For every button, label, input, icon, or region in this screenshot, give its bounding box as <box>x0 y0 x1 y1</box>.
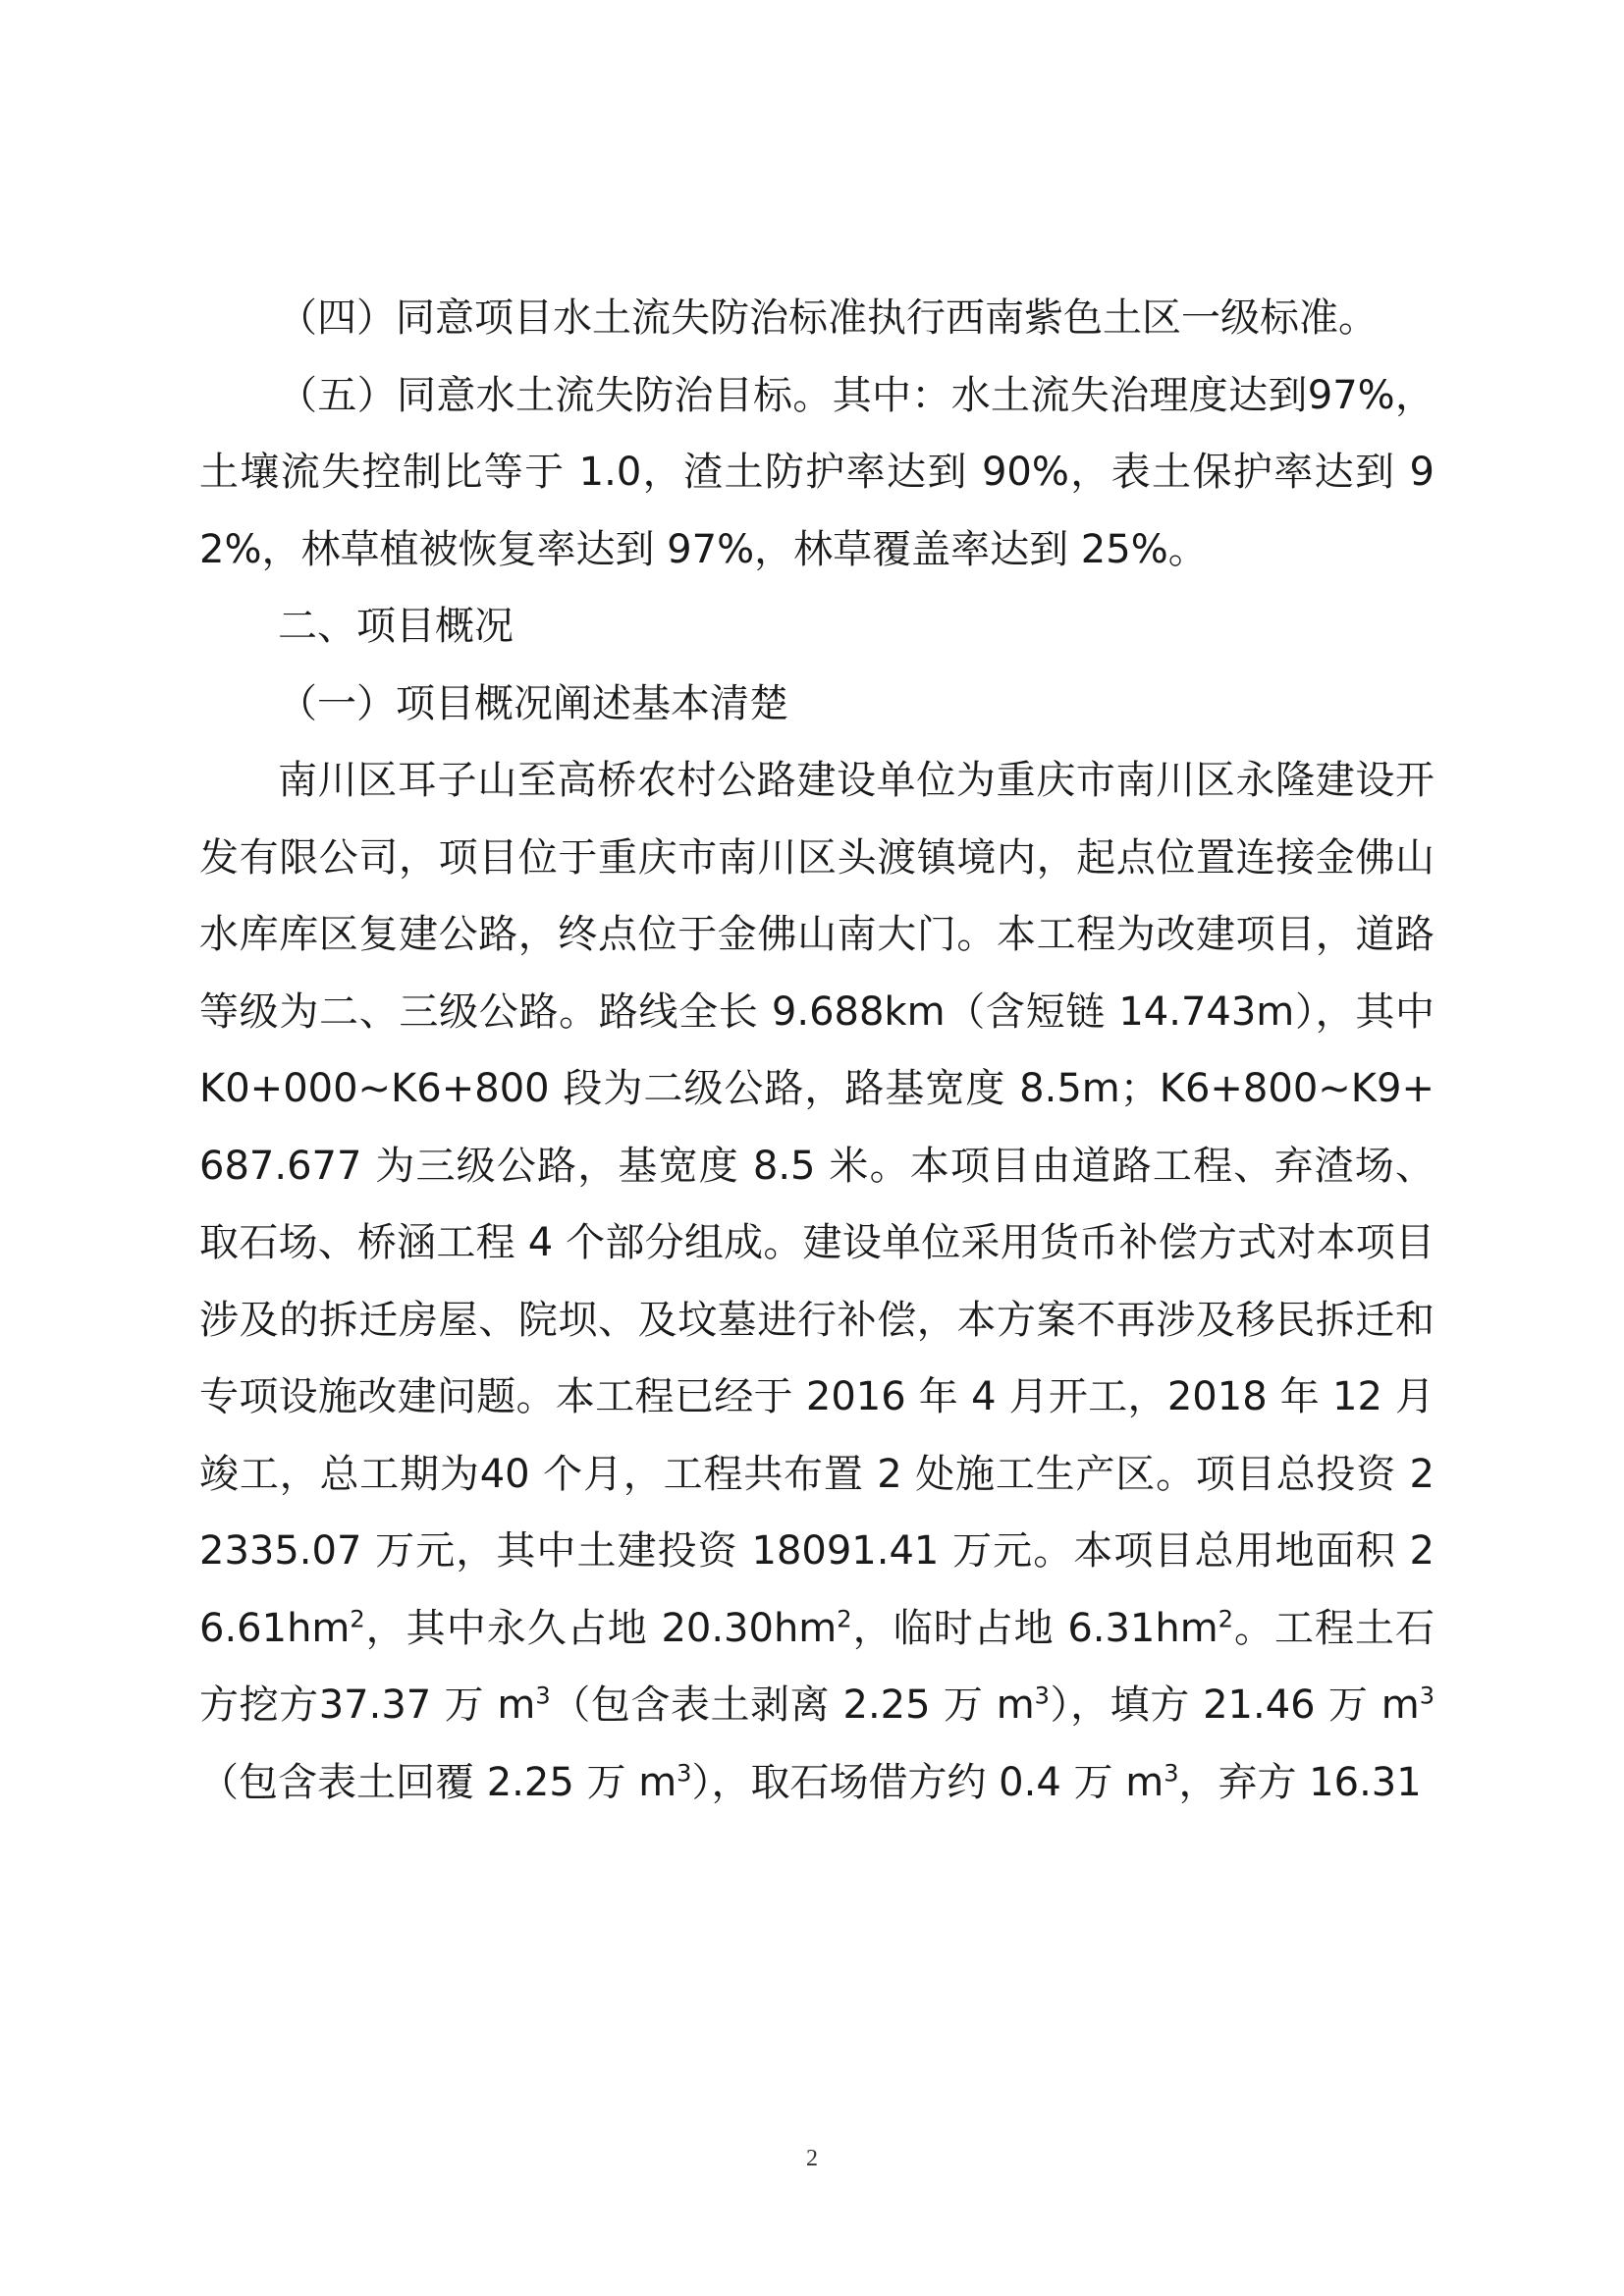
paragraph-prevention-standard: （四）同意项目水土流失防治标准执行西南紫色土区一级标准。 <box>278 295 1378 341</box>
overview-text-7: （包含表土回覆 2.25 万 m <box>199 1759 677 1805</box>
paragraph-project-overview <box>199 742 1435 1821</box>
overview-text-2: ，其中永久占地 20.30hm <box>364 1605 838 1651</box>
superscript-volume-unit: 3 <box>1034 1682 1050 1710</box>
superscript-volume-unit: 3 <box>1419 1682 1435 1710</box>
section-heading: 二、项目概况 <box>278 604 514 649</box>
overview-text-9: ，弃方 16.31 <box>1178 1759 1422 1805</box>
overview-text-8: ），取石场借方约 0.4 万 m <box>691 1759 1164 1805</box>
superscript-volume-unit: 3 <box>677 1759 692 1788</box>
superscript-area-unit: 2 <box>1218 1605 1233 1633</box>
overview-text-6: ），填方 21.46 万 m <box>1049 1682 1420 1728</box>
overview-text-4: 。工程土石方挖方37.37 万 m <box>199 1605 1435 1728</box>
subsection-heading: （一）项目概况阐述基本清楚 <box>278 680 788 726</box>
paragraph-prevention-targets: （五）同意水土流失防治目标。其中：水土流失治理度达到97%，土壤流失控制比等于 1.0，渣土防护率达到 90%，表土保护率达到 92%，林草植被恢复率达到 97%，林草覆盖率达到 25%。 <box>199 372 1435 572</box>
superscript-area-unit: 2 <box>837 1605 852 1633</box>
overview-text-1: 南川区耳子山至高桥农村公路建设单位为重庆市南川区永隆建设开发有限公司，项目位于重庆市南川区头渡镇境内，起点位置连接金佛山水库库区复建公路，终点位于金佛山南大门。本工程为改建项目，道路等级为二、三级公路。路线全长 9.688km（含短链 14.743m），其中 K0+000~K6+800 段为二级公路，路基宽度 8.5m；K6+800~K9+687.677 为三级公路，基宽度 8.5 米。本项目由道路工程、弃渣场、取石场、桥涵工程 4 个部分组成。建设单位采用货币补偿方式对本项目涉及的拆迁房屋、院坝、及坟墓进行补偿，本方案不再涉及移民拆迁和专项设施改建问题。本工程已经于 2016 年 4 月开工，2018 年 12 月竣工，总工期为40 个月，工程共布置 2 处施工生产区。项目总投资 22335.07 万元，其中土建投资 18091.41 万元。本项目总用地面积 26.61hm <box>199 758 1435 1651</box>
overview-text-3: ，临时占地 6.31hm <box>851 1605 1218 1651</box>
page-number: 2 <box>806 2146 818 2171</box>
superscript-area-unit: 2 <box>350 1605 365 1633</box>
superscript-volume-unit: 3 <box>535 1682 551 1710</box>
superscript-volume-unit: 3 <box>1164 1759 1179 1788</box>
document-body <box>199 280 1435 1821</box>
overview-text-5: （包含表土剥离 2.25 万 m <box>550 1682 1035 1728</box>
